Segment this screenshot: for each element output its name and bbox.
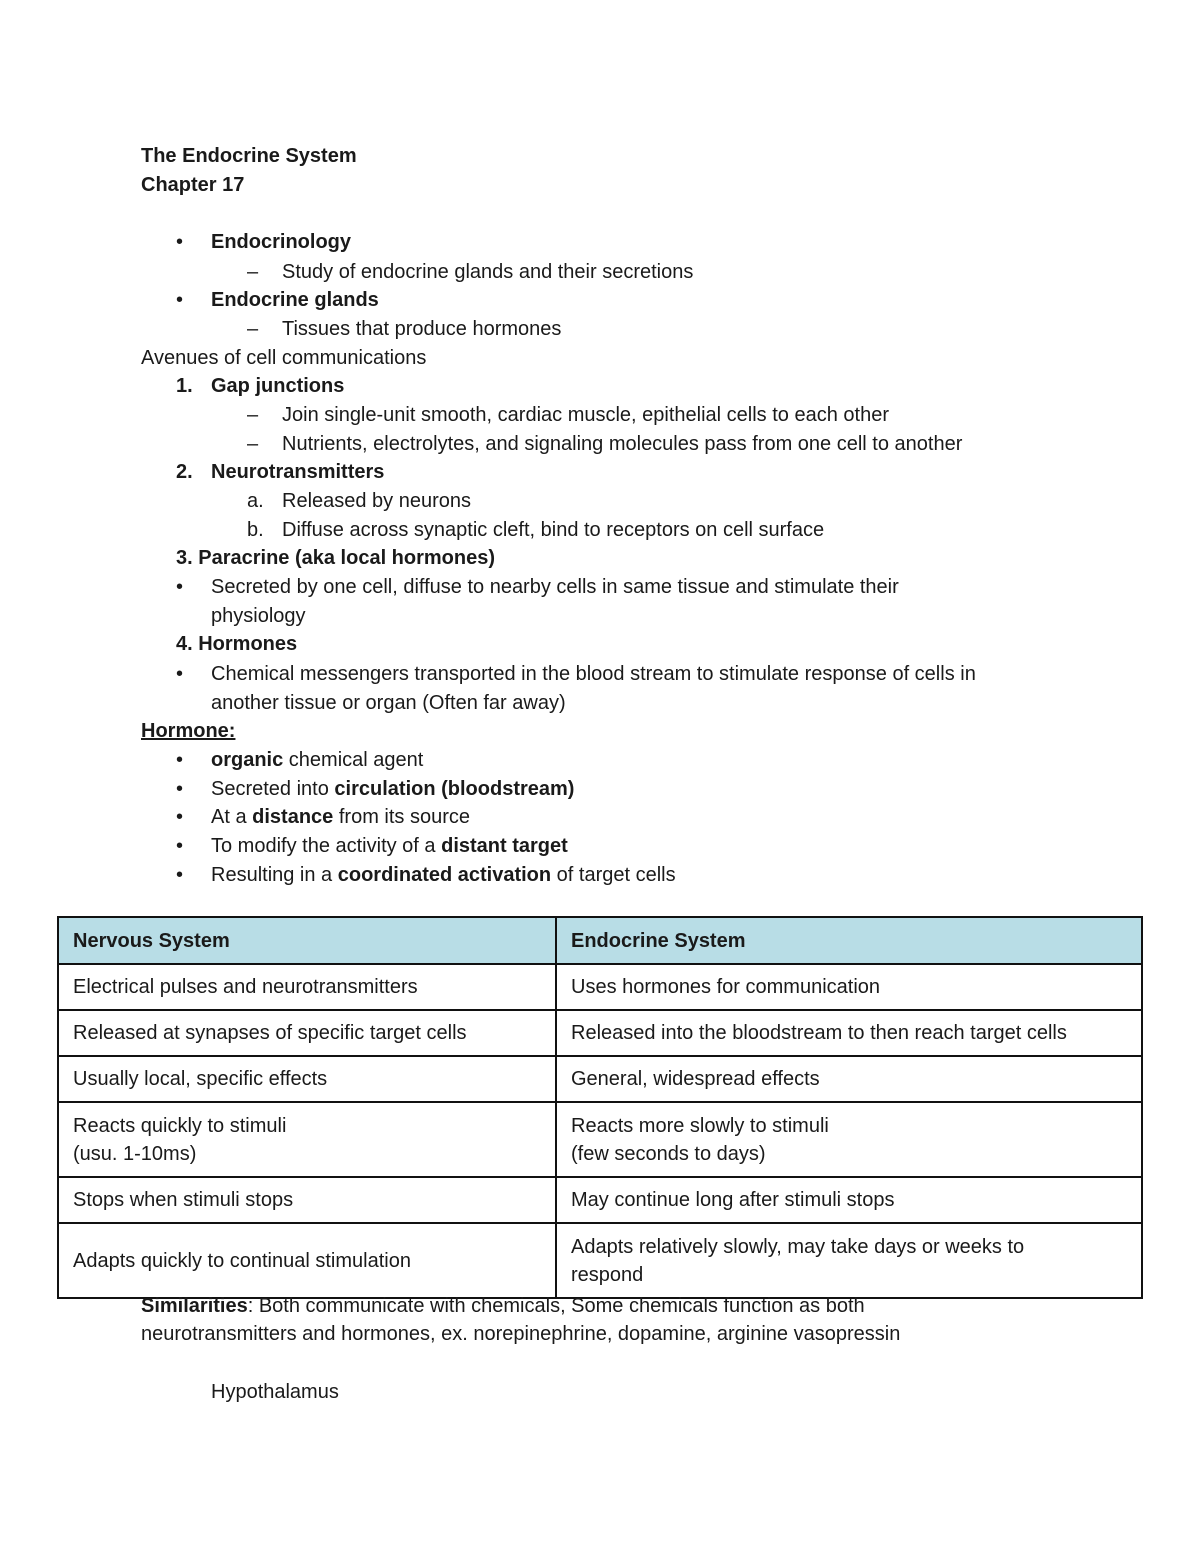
dash-icon: – [247, 433, 259, 455]
list-item: To modify the activity of a distant target [211, 835, 568, 857]
bullet-icon: • [176, 806, 184, 828]
table-cell: Adapts quickly to continual stimulation [58, 1223, 556, 1298]
bullet-icon: • [176, 289, 184, 311]
dash-icon: – [247, 404, 259, 426]
table-cell: General, widespread effects [556, 1056, 1142, 1102]
list-item: Diffuse across synaptic cleft, bind to receptors on cell surface [282, 519, 825, 541]
table-cell: Released into the bloodstream to then reach target cells [556, 1010, 1142, 1056]
definition-endocrine-glands: Tissues that produce hormones [282, 318, 562, 340]
table-cell: Reacts more slowly to stimuli (few seconds to days) [556, 1102, 1142, 1177]
avenue-hormones: 4. Hormones [176, 633, 298, 655]
hormone-heading: Hormone: [141, 720, 236, 742]
list-item: organic chemical agent [211, 749, 424, 771]
table-row [58, 1010, 1142, 1056]
chapter-label: Chapter 17 [141, 174, 245, 196]
list-number: 1. [176, 375, 193, 397]
table-cell: Released at synapses of specific target cells [58, 1010, 556, 1056]
list-item: Join single-unit smooth, cardiac muscle, epithelial cells to each other [282, 404, 889, 426]
bullet-icon: • [176, 576, 184, 598]
table-row [58, 964, 1142, 1010]
list-item-continuation: physiology [211, 605, 306, 627]
term-endocrinology: Endocrinology [211, 231, 351, 253]
table-row [58, 1223, 1142, 1298]
avenues-heading: Avenues of cell communications [141, 347, 427, 369]
bullet-icon: • [176, 663, 184, 685]
list-number: 2. [176, 461, 193, 483]
bullet-icon: • [176, 749, 184, 771]
term-endocrine-glands: Endocrine glands [211, 289, 379, 311]
list-item: Secreted into circulation (bloodstream) [211, 778, 575, 800]
list-item: Resulting in a coordinated activation of target cells [211, 864, 676, 886]
dash-icon: – [247, 318, 259, 340]
comparison-table [57, 916, 1143, 1299]
table-cell: Stops when stimuli stops [58, 1177, 556, 1223]
header-nervous-system: Nervous System [58, 917, 556, 964]
table-cell: Adapts relatively slowly, may take days or weeks to respond [556, 1223, 1142, 1298]
list-item: Secreted by one cell, diffuse to nearby cells in same tissue and stimulate their [211, 576, 899, 598]
table-cell: Reacts quickly to stimuli (usu. 1-10ms) [58, 1102, 556, 1177]
dash-icon: – [247, 261, 259, 283]
avenue-paracrine: 3. Paracrine (aka local hormones) [176, 547, 496, 569]
list-item-continuation: another tissue or organ (Often far away) [211, 692, 566, 714]
header-endocrine-system: Endocrine System [556, 917, 1142, 964]
similarities-label: Similarities [141, 1295, 248, 1317]
list-letter: b. [247, 519, 264, 541]
avenue-neurotransmitters: Neurotransmitters [211, 461, 385, 483]
list-item: Released by neurons [282, 490, 472, 512]
list-item: Nutrients, electrolytes, and signaling molecules pass from one cell to another [282, 433, 963, 455]
table-cell: May continue long after stimuli stops [556, 1177, 1142, 1223]
table-row [58, 1102, 1142, 1177]
similarities-line-1: Similarities: Both communicate with chemicals, Some chemicals function as both [141, 1295, 865, 1317]
table-cell: Usually local, specific effects [58, 1056, 556, 1102]
document-title: The Endocrine System [141, 145, 357, 167]
similarities-line-2: neurotransmitters and hormones, ex. norepinephrine, dopamine, arginine vasopressin [141, 1323, 901, 1345]
bullet-icon: • [176, 835, 184, 857]
list-item: Chemical messengers transported in the blood stream to stimulate response of cells in [211, 663, 976, 685]
bullet-icon: • [176, 231, 184, 253]
definition-endocrinology: Study of endocrine glands and their secretions [282, 261, 694, 283]
table-header-row [58, 917, 1142, 964]
avenue-gap-junctions: Gap junctions [211, 375, 345, 397]
bullet-icon: • [176, 864, 184, 886]
table-row [58, 1177, 1142, 1223]
table-cell: Electrical pulses and neurotransmitters [58, 964, 556, 1010]
list-item: At a distance from its source [211, 806, 470, 828]
table-row [58, 1056, 1142, 1102]
bullet-icon: • [176, 778, 184, 800]
list-letter: a. [247, 490, 264, 512]
table-cell: Uses hormones for communication [556, 964, 1142, 1010]
hypothalamus-heading: Hypothalamus [211, 1381, 339, 1403]
